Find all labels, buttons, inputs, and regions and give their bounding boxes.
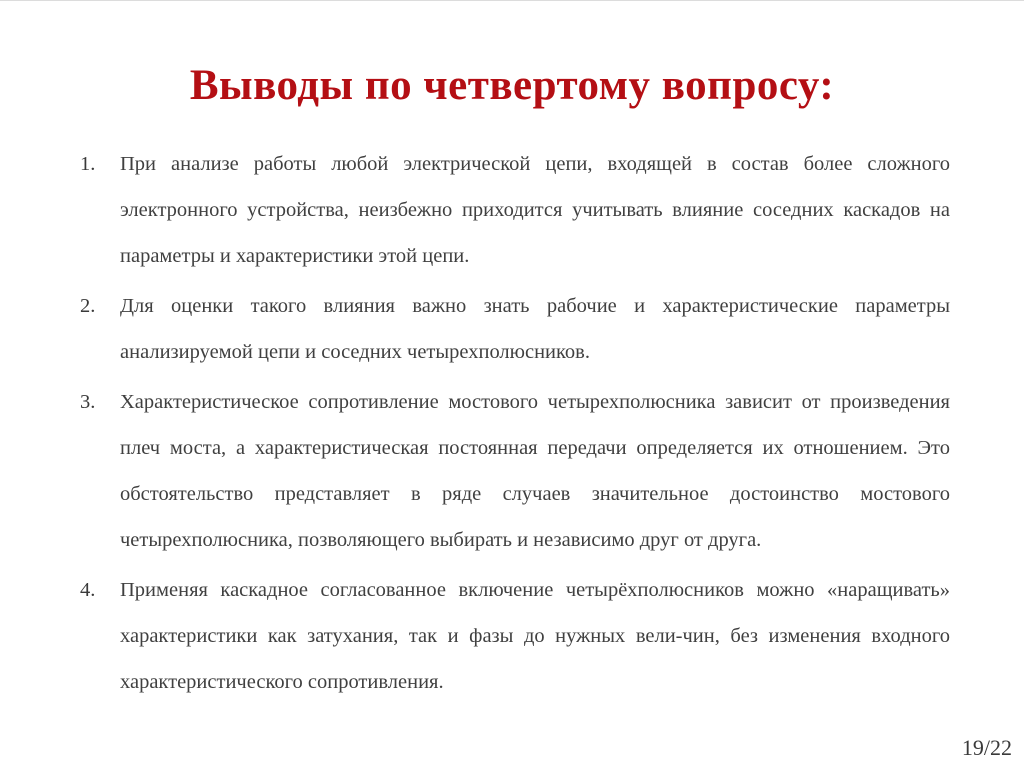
list-item-text: Характеристическое сопротивление мостового четырехполюсника зависит от произведения плеч моста, а характеристическая постоянная передачи определяется их отношением. Это обстоятельство представляет в ряде случаев значительное достоинство мостового четырехполюсника, позволяющего выбирать и независимо друг от друга. [120,391,950,551]
page-number: 19/22 [961,735,1012,760]
list-item-text: Для оценки такого влияния важно знать рабочие и характеристические параметры анализируемой цепи и соседних четырехполюсников. [120,295,950,363]
list-item-text: Применяя каскадное согласованное включение четырёхполюсников можно «наращивать» характеристики как затухания, так и фазы до нужных вели-чин, без изменения входного характеристического сопротивления. [120,579,950,693]
list-item [72,379,950,563]
list-item [72,283,950,375]
conclusions-list [72,141,950,709]
list-item [72,141,950,279]
list-item-number: 3. [80,391,96,413]
slide-title: Выводы по четвертому вопросу: [189,62,835,109]
list-item-number: 1. [80,153,96,175]
list-item-text: При анализе работы любой электрической цепи, входящей в состав более сложного электронного устройства, неизбежно приходится учитывать влияние соседних каскадов на параметры и характеристики этой цепи. [120,153,950,267]
list-item-number: 4. [80,579,96,601]
list-item [72,567,950,705]
list-item-number: 2. [80,295,96,317]
